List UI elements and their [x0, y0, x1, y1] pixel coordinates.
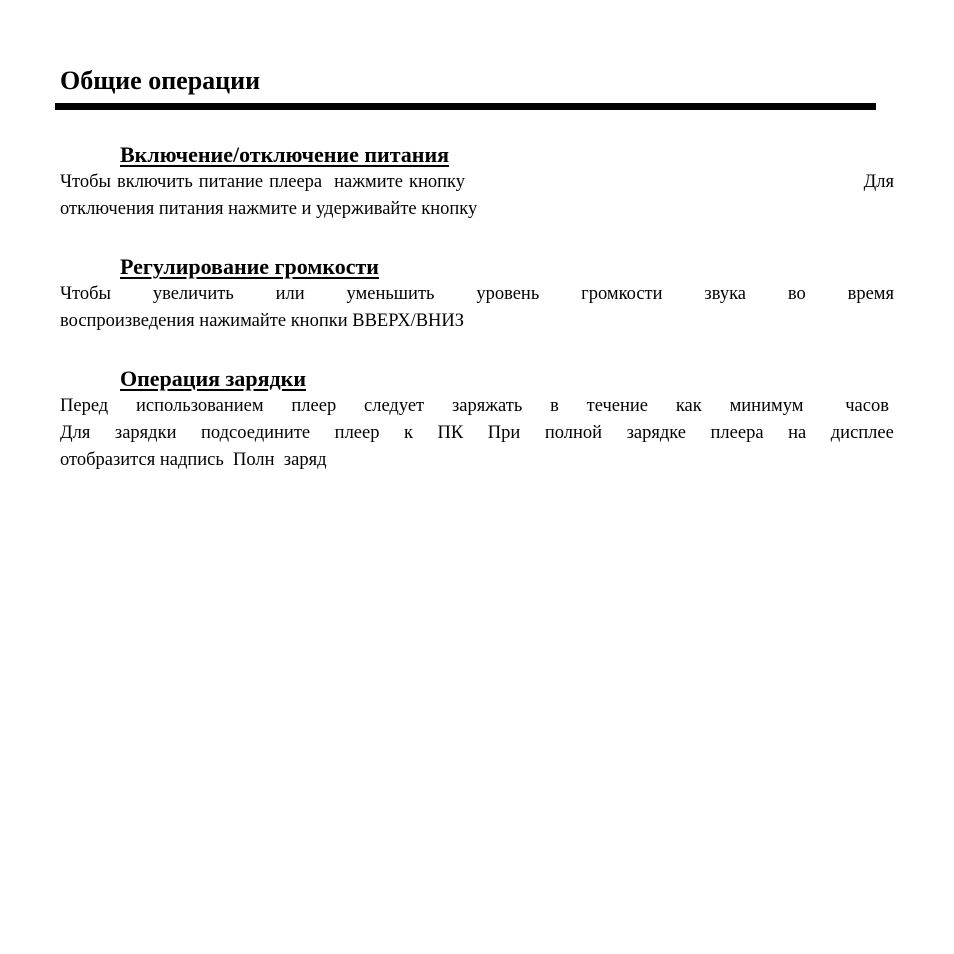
- word: ПК: [437, 423, 464, 443]
- word: плеера: [269, 172, 323, 192]
- word: плеер: [291, 396, 337, 416]
- word: плеера: [710, 423, 764, 443]
- word: Для: [863, 172, 894, 192]
- section-heading-volume: Регулирование громкости: [120, 254, 379, 279]
- word: громкости: [581, 284, 663, 304]
- section-charging: [60, 365, 894, 474]
- word: включить: [116, 172, 193, 192]
- word: Чтобы: [60, 172, 111, 192]
- text-run: отключения питания нажмите и удерживайте кнопку: [60, 199, 478, 219]
- text-line: [60, 308, 894, 335]
- section-volume: [60, 253, 894, 335]
- text-run: воспроизведения нажимайте кнопки ВВЕРХ/ВНИЗ: [60, 311, 465, 331]
- word: в: [550, 396, 559, 416]
- word: Для: [60, 423, 91, 443]
- word: к: [404, 423, 414, 443]
- word: увеличить: [152, 284, 234, 304]
- title-rule: [55, 103, 876, 110]
- text-line: [60, 420, 894, 447]
- text-line: [60, 169, 894, 196]
- word: зарядке: [626, 423, 686, 443]
- text-line: [60, 393, 889, 420]
- word: минимум: [729, 396, 804, 416]
- paragraph-power: [60, 169, 894, 223]
- word: зарядки: [114, 423, 177, 443]
- section-heading-charging: Операция зарядки: [120, 366, 307, 391]
- word: течение: [586, 396, 649, 416]
- paragraph-volume: [60, 281, 894, 335]
- word: кнопку: [408, 172, 465, 192]
- word: использованием: [136, 396, 264, 416]
- word: как: [675, 396, 702, 416]
- word: Перед: [60, 396, 109, 416]
- word: Чтобы: [60, 284, 111, 304]
- text-line: [60, 196, 894, 223]
- word: на: [788, 423, 807, 443]
- section-power: [60, 141, 894, 223]
- word: следует: [364, 396, 425, 416]
- word: во: [787, 284, 806, 304]
- word: дисплее: [830, 423, 894, 443]
- word: или: [275, 284, 305, 304]
- word: заряжать: [451, 396, 523, 416]
- word: нажмите: [334, 172, 403, 192]
- word: При: [487, 423, 521, 443]
- text-line: [60, 447, 894, 474]
- word: плеер: [334, 423, 380, 443]
- paragraph-charging: [60, 393, 894, 474]
- word: подсоедините: [201, 423, 311, 443]
- page-title: Общие операции: [60, 66, 261, 95]
- word: уменьшить: [346, 284, 435, 304]
- word: звука: [704, 284, 746, 304]
- word: питание: [198, 172, 264, 192]
- word: полной: [544, 423, 603, 443]
- section-heading-power: Включение/отключение питания: [120, 142, 450, 167]
- word: часов: [845, 396, 889, 416]
- word: время: [847, 284, 894, 304]
- text-run: отобразится надпись Полн заряд: [60, 450, 327, 470]
- text-line: [60, 281, 894, 308]
- word: уровень: [476, 284, 540, 304]
